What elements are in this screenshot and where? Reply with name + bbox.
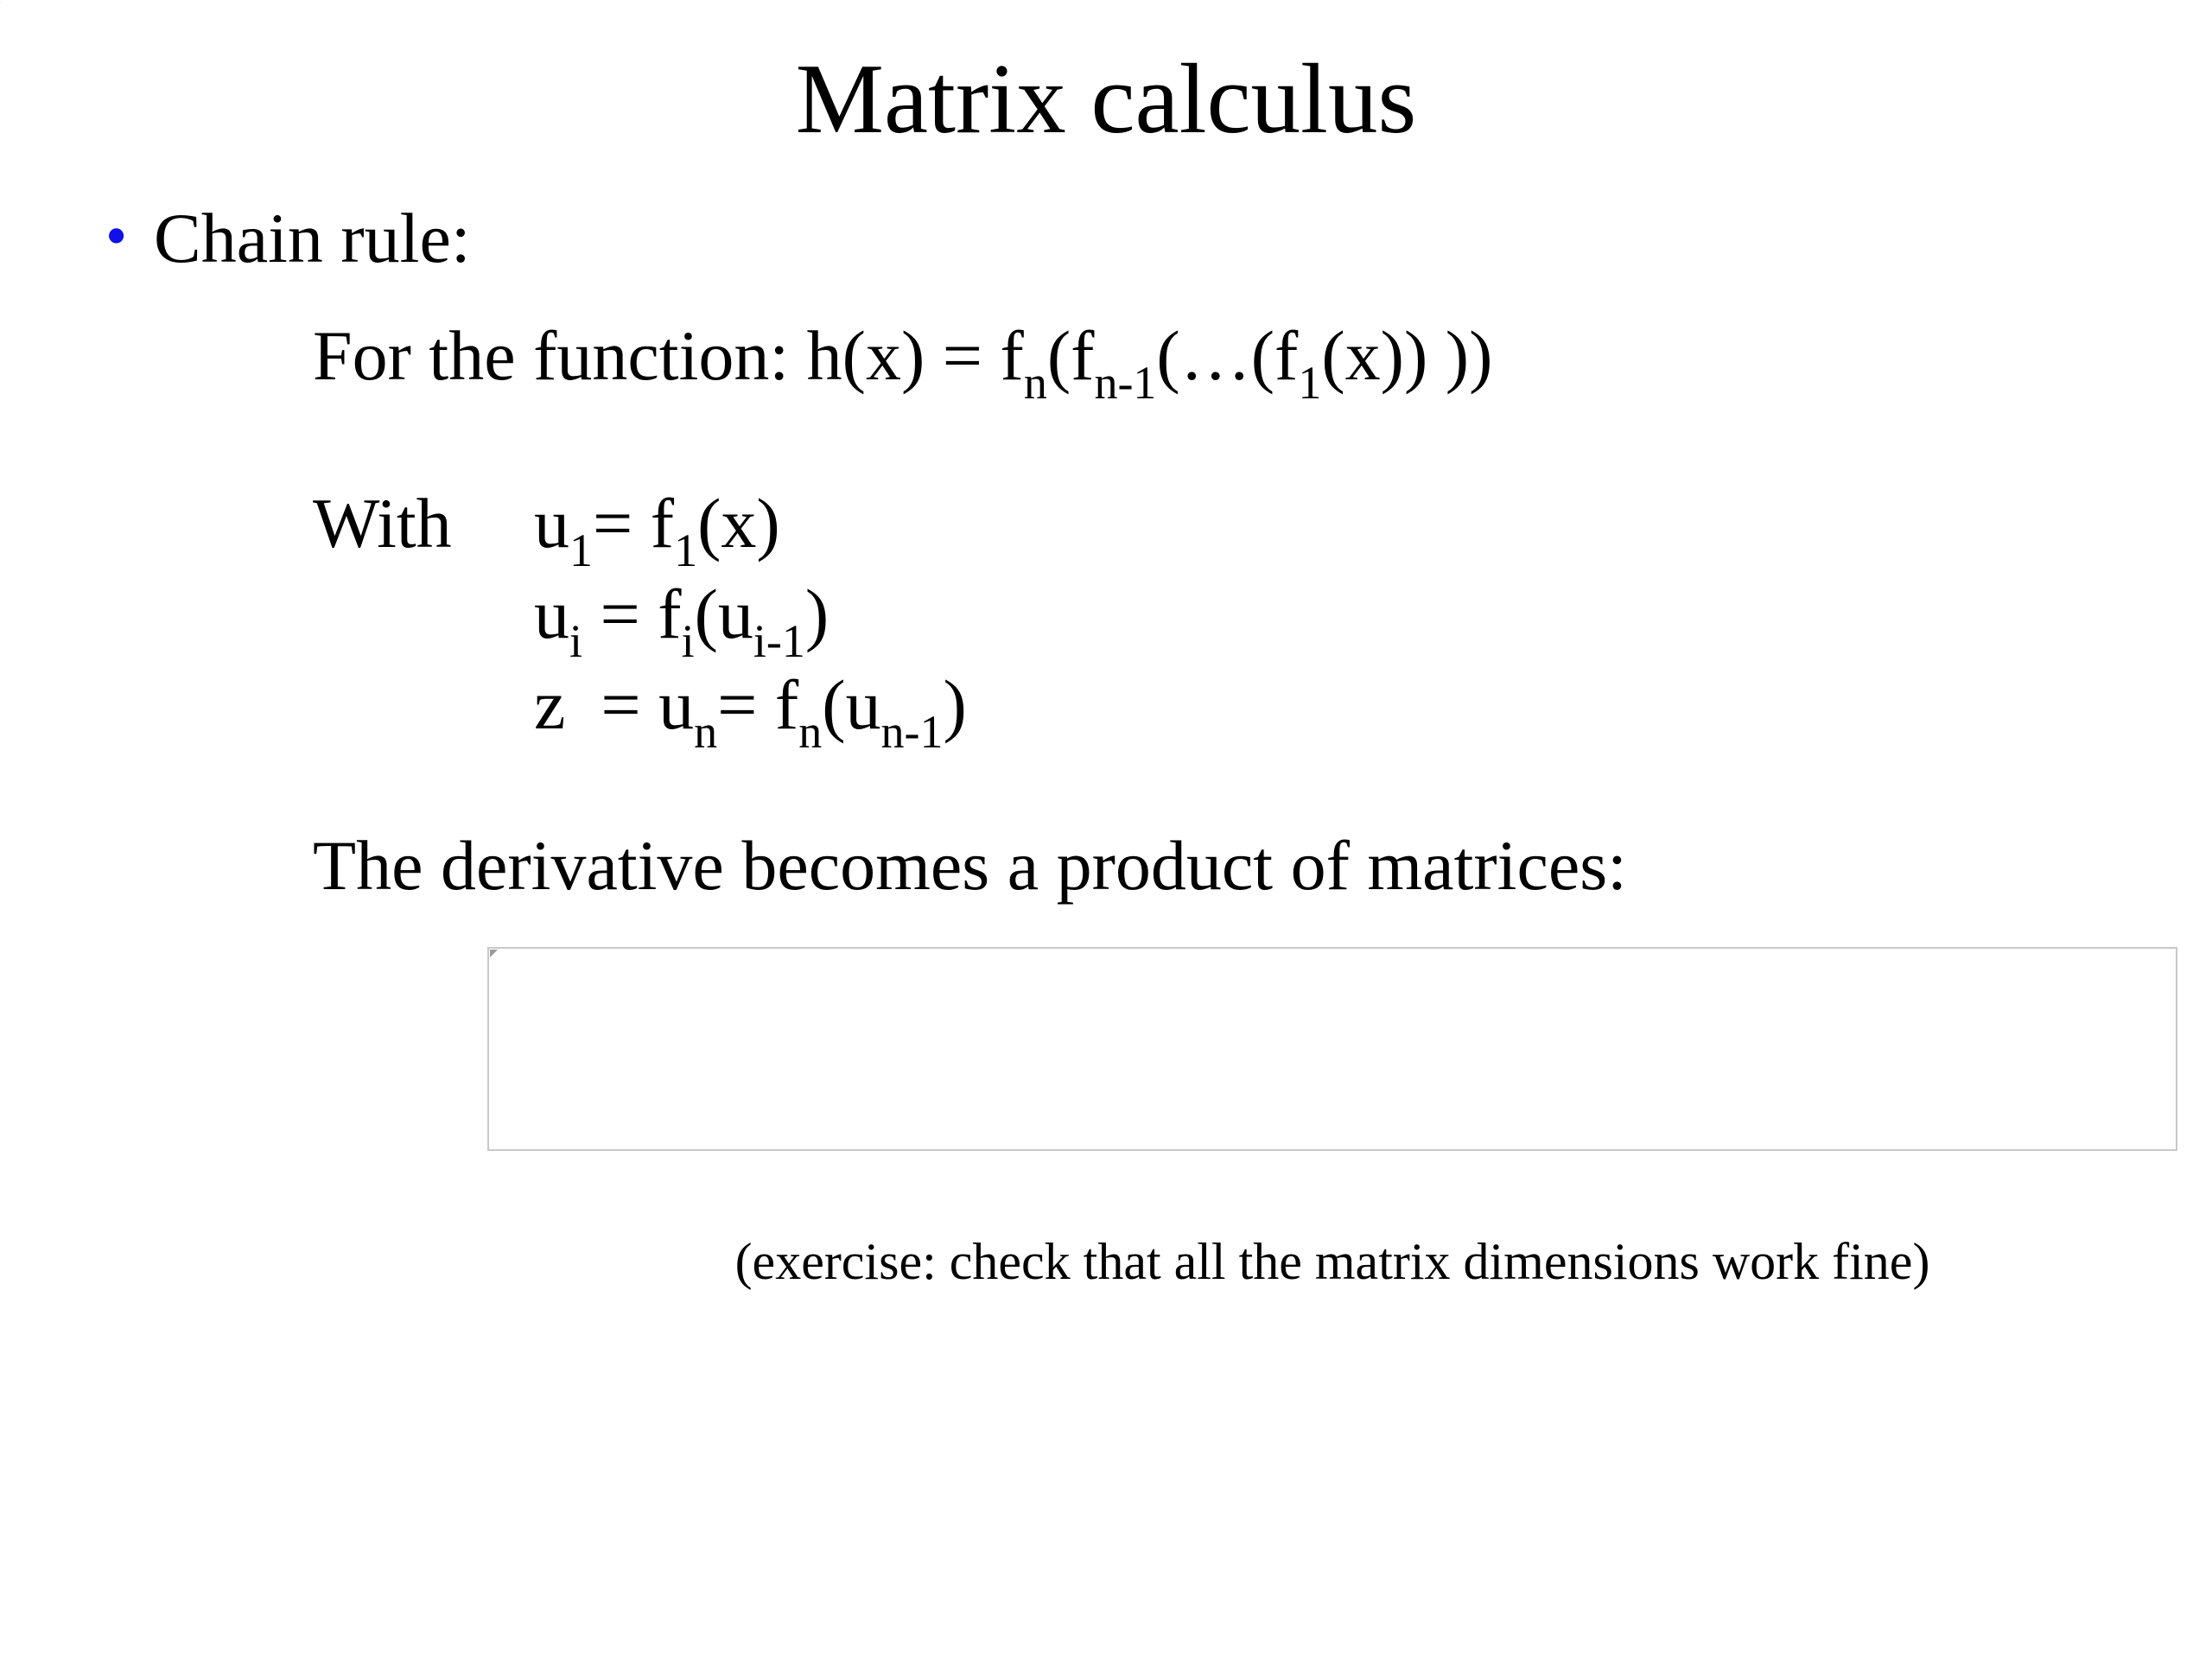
- derivative-text: The derivative becomes a product of matrices:: [313, 826, 1627, 905]
- bullet-dot-icon: •: [105, 201, 128, 270]
- eq3-mid: = f: [717, 665, 799, 744]
- eq2-f-sub: i: [681, 615, 695, 667]
- fn-sub-1: 1: [1298, 357, 1322, 409]
- exercise-note: (exercise: check that all the matrix dimensions work fine): [734, 1233, 1930, 1290]
- eq3-z: z = u: [534, 665, 695, 744]
- eq2-u-sub: i: [569, 615, 583, 667]
- eq1-u-sub: 1: [569, 524, 593, 576]
- eq2-arg-sub: i-1: [753, 615, 805, 667]
- box-corner-icon: [490, 950, 498, 957]
- fn-middle: (…(f: [1156, 316, 1299, 395]
- eq1-f-sub: 1: [674, 524, 698, 576]
- slide-title: Matrix calculus: [795, 44, 1417, 154]
- eq2-open: (u: [694, 575, 753, 653]
- eq2-end: ): [804, 575, 830, 653]
- formula-placeholder-box: [487, 947, 2177, 1151]
- eq3-end: ): [943, 665, 967, 744]
- eq3-f-sub: n: [798, 706, 823, 758]
- fn-suffix: (x)) )): [1321, 316, 1493, 395]
- fn-sub-n: n: [1023, 357, 1047, 409]
- equation-z: [534, 662, 967, 758]
- equation-u1: [534, 480, 780, 576]
- eq3-arg-sub: n-1: [880, 706, 944, 758]
- bullet-chain-rule: [105, 188, 471, 286]
- eq3-u-sub: n: [694, 706, 718, 758]
- eq1-mid: = f: [593, 484, 675, 563]
- bullet-text: Chain rule:: [154, 199, 471, 277]
- equation-ui: [534, 571, 830, 667]
- corner-mark: ·: [0, 0, 2, 5]
- eq1-u: u: [534, 484, 569, 563]
- eq2-u: u: [534, 575, 569, 653]
- fn-open1: (f: [1046, 316, 1095, 395]
- fn-sub-n1: n-1: [1094, 357, 1157, 409]
- eq1-end: (x): [697, 484, 780, 563]
- function-definition: [313, 313, 1493, 409]
- with-label: With: [313, 484, 452, 563]
- eq3-open: (u: [822, 665, 881, 744]
- fn-prefix: For the function: h(x) = f: [313, 316, 1024, 395]
- eq2-mid: = f: [582, 575, 682, 653]
